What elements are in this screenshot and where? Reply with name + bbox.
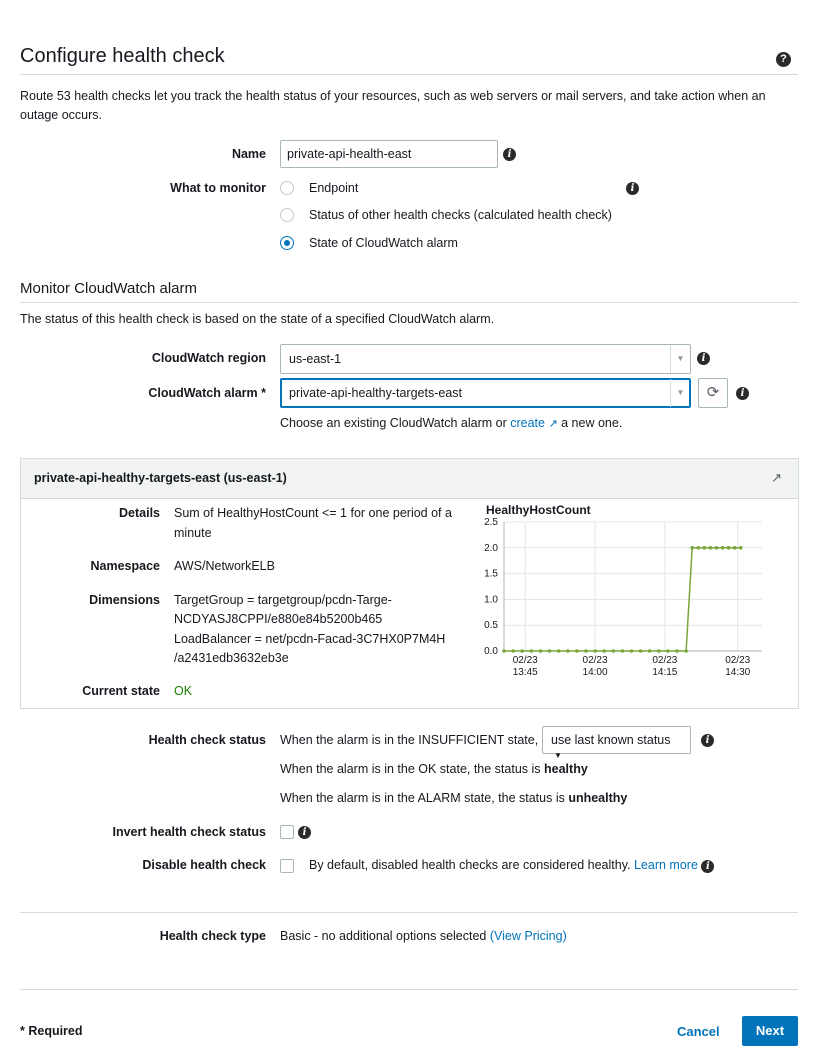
radio-calculated-label: Status of other health checks (calculated health check) [309, 208, 612, 222]
chart-data-point [690, 546, 694, 550]
chart-data-point [657, 649, 661, 653]
radio-cloudwatch-label: State of CloudWatch alarm [309, 236, 458, 250]
monitor-info-icon[interactable]: i [626, 182, 639, 195]
insufficient-status-value: use last known status [551, 733, 671, 747]
chart-data-point [602, 649, 606, 653]
name-label: Name [231, 147, 266, 161]
chart-title: HealthyHostCount [486, 503, 591, 517]
health-status-info-icon[interactable]: i [701, 734, 714, 747]
details-value-2: minute [174, 526, 212, 540]
dimensions-line-4: /a2431edb3632eb3e [174, 651, 289, 665]
chart-data-point [566, 649, 570, 653]
region-label: CloudWatch region [151, 351, 266, 365]
view-pricing-link[interactable]: (View Pricing) [489, 929, 567, 943]
chart-data-point [584, 649, 588, 653]
chart-y-tick: 0.0 [484, 646, 498, 657]
invert-label: Invert health check status [112, 825, 266, 839]
invert-checkbox[interactable] [280, 825, 294, 839]
page-description: Route 53 health checks let you track the health status of your resources, such as web servers or mail servers, and take action when an outage occurs. [20, 89, 766, 122]
chart-x-tick-time: 14:00 [582, 667, 608, 678]
chart-y-tick: 2.5 [484, 517, 498, 528]
name-info-icon[interactable]: i [503, 148, 516, 161]
chart-x-tick-date: 02/23 [725, 655, 751, 666]
chart-x-tick-time: 13:45 [512, 667, 538, 678]
alarm-label: CloudWatch alarm * [148, 386, 266, 400]
check-type-text: Basic - no additional options selected [280, 929, 487, 943]
chart-data-point [520, 649, 524, 653]
alarm-hint-text: Choose an existing CloudWatch alarm or [280, 416, 511, 430]
radio-cloudwatch-alarm[interactable] [280, 236, 294, 250]
alarm-state-text [280, 791, 627, 805]
chart-data-point [557, 649, 561, 653]
next-button[interactable]: Next [742, 1016, 798, 1046]
page-title: Configure health check [20, 45, 225, 67]
chart-data-point [539, 649, 543, 653]
disable-text [309, 858, 714, 873]
dimensions-label: Dimensions [89, 593, 160, 607]
external-link-icon: ↗ [548, 418, 558, 430]
disable-checkbox[interactable] [280, 859, 294, 873]
region-select-value: us-east-1 [289, 352, 342, 366]
radio-endpoint-label: Endpoint [309, 181, 359, 195]
chart-data-point [621, 649, 625, 653]
current-state-value: OK [174, 684, 193, 698]
alarm-hint [280, 416, 622, 430]
alarm-panel-header [21, 459, 798, 499]
divider-footer [20, 989, 798, 990]
chart-y-tick: 1.0 [484, 594, 498, 606]
alarm-state-status: unhealthy [568, 791, 628, 805]
chart-data-point [502, 649, 506, 653]
external-link-icon[interactable]: ↗ [771, 470, 782, 485]
caret-down-icon: ▼ [554, 751, 562, 760]
insufficient-text: When the alarm is in the INSUFFICIENT state, [280, 733, 539, 747]
chart-x-tick-date: 02/23 [652, 655, 678, 666]
section-description: The status of this health check is based on the state of a specified CloudWatch alarm. [20, 312, 495, 326]
refresh-icon: ⟳ [706, 384, 720, 401]
disable-label: Disable health check [142, 858, 266, 872]
chart-y-tick: 0.5 [484, 620, 498, 632]
invert-info-icon[interactable]: i [298, 826, 311, 839]
chart-data-point [639, 649, 643, 653]
dimensions-line-2: NCDYASJ8CPPI/e880e84b5200b465 [174, 612, 383, 626]
alarm-select[interactable] [280, 378, 691, 408]
section-divider [20, 302, 798, 303]
chart-x-tick-date: 02/23 [512, 655, 538, 666]
chart-x-tick-time: 14:15 [652, 667, 678, 678]
chart-x-tick-time: 14:30 [725, 667, 751, 678]
alarm-info-icon[interactable]: i [736, 387, 749, 400]
dimensions-line-3: LoadBalancer = net/pcdn-Facad-3C7HX0P7M4H [174, 632, 446, 646]
chevron-down-icon: ▼ [670, 379, 690, 407]
radio-calculated[interactable] [280, 208, 294, 222]
chart-data-point [593, 649, 597, 653]
chart-data-point [739, 546, 743, 550]
chart-data-point [675, 649, 679, 653]
ok-state-prefix: When the alarm is in the OK state, the status is [280, 762, 545, 776]
ok-state-status: healthy [544, 762, 588, 776]
alarm-panel-title: private-api-healthy-targets-east (us-east-1) [34, 471, 287, 485]
chart-data-point [721, 546, 725, 550]
alarm-state-prefix: When the alarm is in the ALARM state, the status is [280, 791, 569, 805]
learn-more-link[interactable]: Learn more [633, 858, 698, 872]
alarm-select-value: private-api-healthy-targets-east [289, 386, 462, 400]
disable-description: By default, disabled health checks are considered healthy. [309, 858, 631, 872]
chart-data-point [511, 649, 515, 653]
divider-check-type [20, 912, 798, 913]
details-value-1: Sum of HealthyHostCount <= 1 for one period of a [174, 506, 452, 520]
chart-data-point [703, 546, 707, 550]
chart-x-tick-date: 02/23 [582, 655, 608, 666]
dimensions-line-1: TargetGroup = targetgroup/pcdn-Targe- [174, 593, 392, 607]
insufficient-status-dropdown[interactable] [542, 726, 691, 760]
current-state-label: Current state [82, 684, 160, 698]
check-type-value [280, 929, 567, 943]
region-info-icon[interactable]: i [697, 352, 710, 365]
details-label: Details [119, 506, 160, 520]
ok-state-text [280, 762, 588, 776]
chart-data-point [715, 546, 719, 550]
section-title: Monitor CloudWatch alarm [20, 280, 198, 297]
help-icon[interactable]: ? [776, 52, 791, 67]
chart-data-point [727, 546, 731, 550]
chart-data-point [575, 649, 579, 653]
chart-data-point [648, 649, 652, 653]
chart-y-tick: 2.0 [484, 542, 498, 554]
chart-data-point [530, 649, 534, 653]
chart-data-point [548, 649, 552, 653]
monitor-label: What to monitor [170, 181, 266, 195]
chart-data-point [709, 546, 713, 550]
title-divider [20, 74, 798, 75]
chevron-down-icon: ▼ [670, 345, 690, 373]
namespace-label: Namespace [90, 559, 160, 573]
chart-data-point [696, 546, 700, 550]
chart-data-point [630, 649, 634, 653]
alarm-hint-text-end: a new one. [557, 416, 623, 430]
radio-endpoint[interactable] [280, 181, 294, 195]
learn-more-info-icon[interactable]: i [701, 860, 714, 873]
healthy-host-count-chart [470, 498, 790, 688]
chart-data-point [666, 649, 670, 653]
check-type-label: Health check type [159, 929, 266, 943]
cancel-button[interactable]: Cancel [677, 1024, 720, 1039]
refresh-button[interactable] [698, 378, 728, 408]
chart-data-point [611, 649, 615, 653]
namespace-value: AWS/NetworkELB [174, 559, 275, 573]
region-select[interactable] [280, 344, 691, 374]
required-note: * Required [20, 1024, 83, 1038]
create-alarm-link[interactable]: create [510, 416, 545, 430]
chart-y-tick: 1.5 [484, 568, 498, 580]
chart-data-point [733, 546, 737, 550]
chart-data-point [684, 649, 688, 653]
name-input[interactable]: private-api-health-east [280, 140, 498, 168]
health-status-label: Health check status [148, 733, 266, 747]
